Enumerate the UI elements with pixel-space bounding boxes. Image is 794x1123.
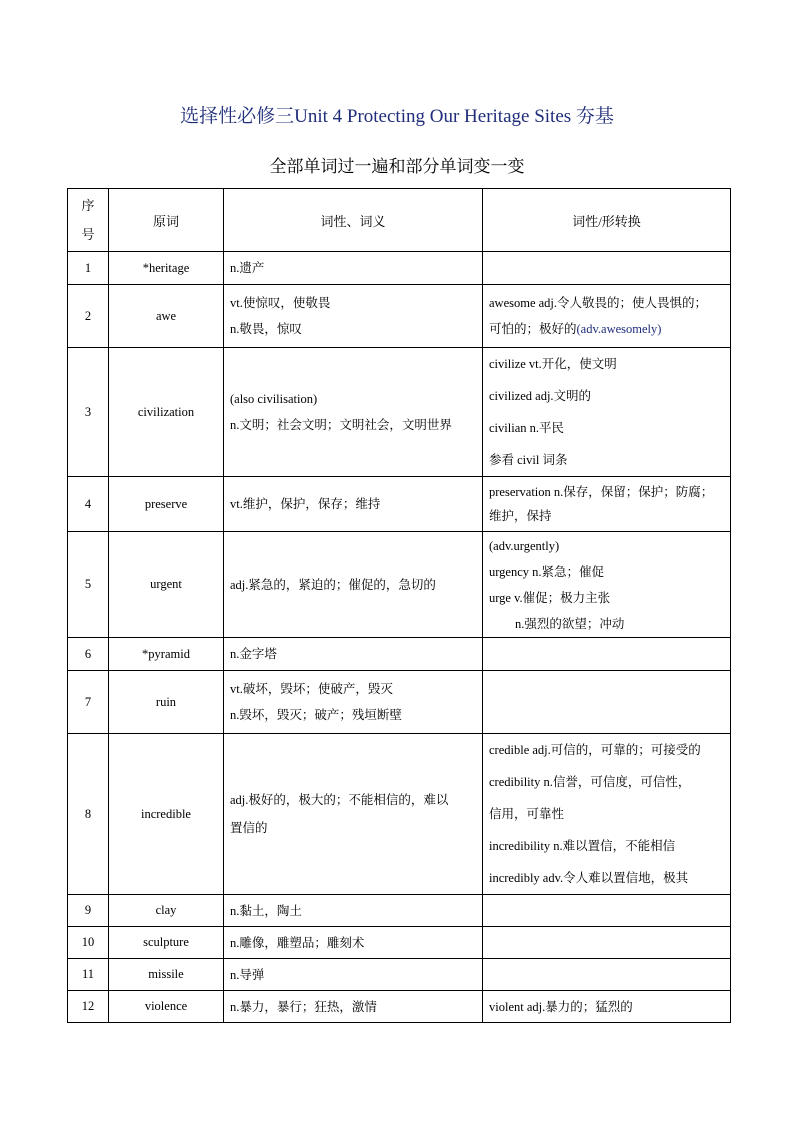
conversion-line: preservation n.保存，保留；保护；防腐；: [489, 485, 714, 499]
table-row: [68, 959, 731, 991]
meaning-line: adj.紧急的，紧迫的；催促的，急切的: [230, 577, 436, 592]
row-word: *pyramid: [109, 638, 224, 671]
meaning-line: vt.使惊叹，使敬畏: [230, 296, 331, 310]
page-subtitle: 全部单词过一遍和部分单词变一变: [269, 157, 525, 176]
conversion-line: awesome adj.令人敬畏的；使人畏惧的；: [489, 296, 708, 310]
row-conversion: [483, 895, 731, 927]
row-conversion: [483, 927, 731, 959]
header-meaning: 词性、词义: [224, 189, 483, 252]
row-meaning: [224, 638, 483, 671]
conversion-line: civilian n.平民: [489, 421, 564, 435]
header-number-line1: 序: [81, 198, 95, 213]
row-word: missile: [109, 959, 224, 991]
vocabulary-table: [67, 188, 731, 1023]
row-number: 3: [68, 348, 109, 477]
table-row: [68, 638, 731, 671]
conversion-line: n.强烈的欲望；冲动: [515, 616, 625, 631]
row-word: *heritage: [109, 252, 224, 285]
row-meaning: [224, 477, 483, 532]
row-meaning: [224, 285, 483, 348]
row-word: incredible: [109, 734, 224, 895]
conversion-line: civilize vt.开化，使文明: [489, 357, 617, 371]
table-row: [68, 285, 731, 348]
meaning-line: n.导弹: [230, 967, 265, 982]
table-row: [68, 895, 731, 927]
header-number: [68, 189, 109, 252]
row-conversion: [483, 991, 731, 1023]
row-number: 1: [68, 252, 109, 285]
meaning-line: vt.破坏，毁坏；使破产，毁灭: [230, 682, 393, 696]
row-conversion: [483, 959, 731, 991]
row-conversion: [483, 285, 731, 348]
row-conversion: [483, 252, 731, 285]
row-word: civilization: [109, 348, 224, 477]
table-row: [68, 671, 731, 734]
row-word: preserve: [109, 477, 224, 532]
row-meaning: [224, 734, 483, 895]
conversion-line: urgency n.紧急；催促: [489, 564, 605, 579]
conversion-line: credibility n.信誉，可信度，可信性，: [489, 775, 691, 789]
row-meaning: [224, 927, 483, 959]
adverb-form: (adv.awesomely): [576, 322, 662, 336]
table-row: [68, 477, 731, 532]
row-number: 2: [68, 285, 109, 348]
meaning-line: n.雕像，雕塑品；雕刻术: [230, 935, 365, 950]
table-row: [68, 734, 731, 895]
meaning-line: 置信的: [230, 821, 268, 835]
row-meaning: [224, 895, 483, 927]
row-conversion: [483, 671, 731, 734]
conversion-line: credible adj.可信的，可靠的；可接受的: [489, 743, 701, 757]
row-meaning: [224, 348, 483, 477]
row-meaning: [224, 532, 483, 638]
meaning-line: n.暴力，暴行；狂热，激情: [230, 999, 377, 1014]
table-row: [68, 991, 731, 1023]
row-conversion: [483, 532, 731, 638]
table-header-row: [68, 189, 731, 252]
table-row: [68, 252, 731, 285]
conversion-line: (adv.urgently): [489, 538, 560, 553]
conversion-line: incredibility n.难以置信，不能相信: [489, 839, 676, 853]
row-number: 11: [68, 959, 109, 991]
table-body: [68, 252, 731, 1023]
meaning-line: n.文明；社会文明；文明社会，文明世界: [230, 418, 452, 432]
row-conversion: [483, 734, 731, 895]
row-word: ruin: [109, 671, 224, 734]
row-conversion: [483, 348, 731, 477]
row-conversion: [483, 477, 731, 532]
row-meaning: [224, 959, 483, 991]
row-meaning: [224, 252, 483, 285]
header-number-line2: 号: [81, 227, 95, 242]
row-number: 12: [68, 991, 109, 1023]
row-number: 10: [68, 927, 109, 959]
row-number: 6: [68, 638, 109, 671]
meaning-line: n.金字塔: [230, 647, 277, 661]
meaning-line: (also civilisation): [230, 392, 318, 406]
conversion-line: 可怕的；极好的(adv.awesomely): [489, 322, 662, 336]
row-word: urgent: [109, 532, 224, 638]
row-number: 4: [68, 477, 109, 532]
conversion-line: 参看 civil 词条: [489, 453, 568, 467]
meaning-line: n.遗产: [230, 261, 265, 275]
table-row: [68, 927, 731, 959]
row-number: 8: [68, 734, 109, 895]
conversion-line: 维护，保持: [489, 509, 552, 523]
meaning-line: n.黏土，陶土: [230, 903, 302, 918]
conversion-line: 信用，可靠性: [489, 807, 565, 821]
page-title: 选择性必修三Unit 4 Protecting Our Heritage Sites 夯基: [180, 106, 614, 127]
meaning-line: n.毁坏，毁灭；破产；残垣断壁: [230, 708, 402, 722]
row-meaning: [224, 671, 483, 734]
header-conversion: 词性/形转换: [483, 189, 731, 252]
row-number: 5: [68, 532, 109, 638]
conversion-line: civilized adj.文明的: [489, 389, 592, 403]
conversion-line: violent adj.暴力的；猛烈的: [489, 999, 633, 1014]
conversion-line: incredibly adv.令人难以置信地，极其: [489, 871, 689, 885]
table-row: [68, 348, 731, 477]
row-word: clay: [109, 895, 224, 927]
meaning-line: n.敬畏，惊叹: [230, 322, 302, 336]
row-word: violence: [109, 991, 224, 1023]
row-number: 9: [68, 895, 109, 927]
meaning-line: vt.维护，保护，保存；维持: [230, 497, 381, 511]
conversion-line: urge v.催促；极力主张: [489, 590, 611, 605]
header-word: 原词: [109, 189, 224, 252]
meaning-line: adj.极好的，极大的；不能相信的，难以: [230, 793, 449, 807]
table-row: [68, 532, 731, 638]
row-conversion: [483, 638, 731, 671]
row-word: sculpture: [109, 927, 224, 959]
row-meaning: [224, 991, 483, 1023]
row-number: 7: [68, 671, 109, 734]
row-word: awe: [109, 285, 224, 348]
